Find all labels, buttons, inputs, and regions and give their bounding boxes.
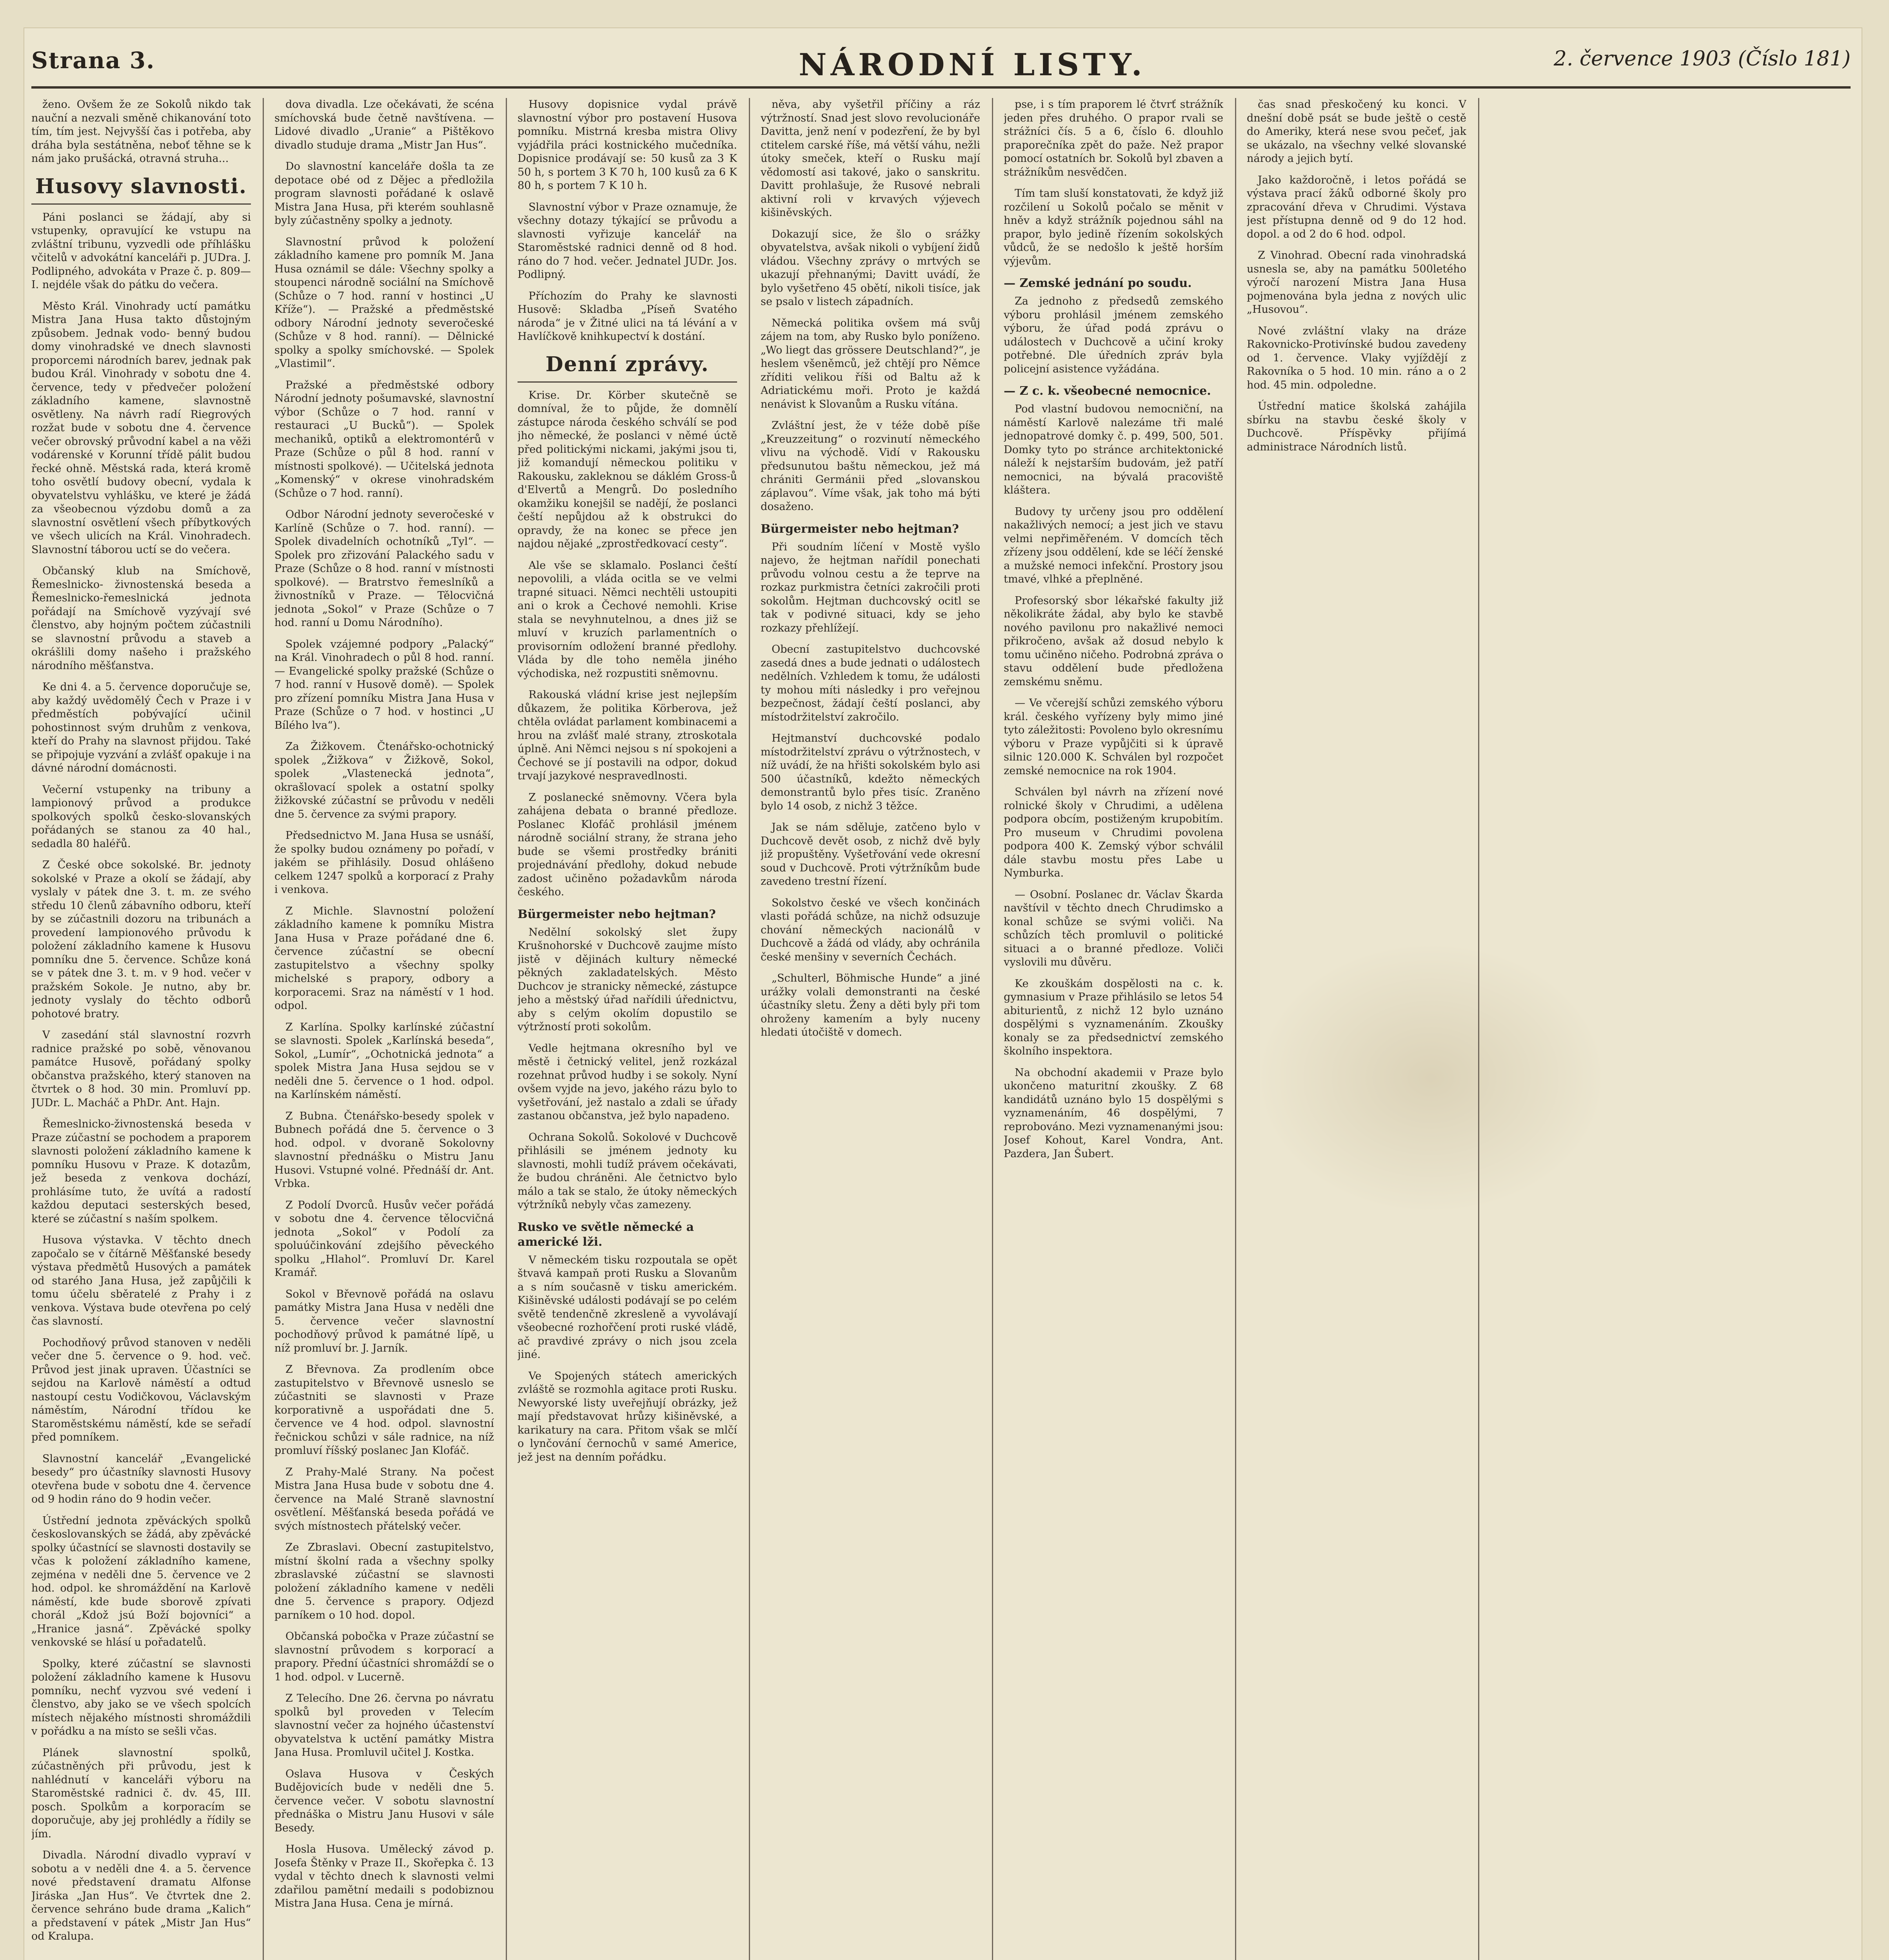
masthead — [31, 43, 1851, 89]
article-paragraph: Z Bubna. Čtenářsko-besedy spolek v Bubnech pořádá dne 5. července o 3 hod. odpol. v dvoraně Sokolovny slavnostní přednášku o Mistru Janu Husovi. Vstupné volné. Přednáší dr. Ant. Vrbka. — [274, 1110, 494, 1190]
section-heading: Husovy slavnosti. — [31, 174, 251, 205]
article-paragraph: dova divadla. Lze očekávati, že scéna smíchovská bude četně navštívena. — Lidové divadlo „Uranie“ a Pištěkovo divadlo studuje drama „Mistr Jan Hus“. — [274, 98, 494, 151]
article-paragraph: Oslava Husova v Českých Budějovicích bude v neděli dne 5. července večer. V sobotu slavnostní přednáška o Mistru Janu Husovi v sále Besedy. — [274, 1768, 494, 1834]
article-paragraph: Budovy ty určeny jsou pro oddělení nakažlivých nemocí; a jest jich ve stavu velmi nepřiměřeném. V domcích těch zřízeny jsou oddělení, kde se léčí ženské a mužské nemoci infekční. Prostory jsou tmavé, vlhké a přeplněné. — [1004, 505, 1223, 585]
article-paragraph: Jako každoročně, i letos pořádá se výstava prací žáků odborné školy pro zpracování dřeva v Chrudimi. Výstava jest přístupna denně od 9 do 12 hod. dopol. a od 2 do 6 hod. odpol. — [1247, 174, 1466, 240]
article-paragraph: Slavnostní kancelář „Evangelické besedy“ pro účastníky slavnosti Husovy otevřena bude v sobotu dne 4. července od 9 hodin ráno do 9 hodin večer. — [31, 1452, 251, 1505]
column-5 — [1004, 98, 1223, 1960]
column-rule — [506, 98, 507, 1960]
article-paragraph: Německá politika ovšem má svůj zájem na tom, aby Rusko bylo poníženo. „Wo liegt das grössere Deutschland?“, je heslem všeněmců, jež chtějí pro Němce zříditi velikou říši od Baltu až k Adriatickému moři. Proto je každá nenávist k Slovanům a Rusku vítána. — [761, 317, 980, 410]
article-paragraph: Vedle hejtmana okresního byl ve městě i četnický velitel, jenž rozkázal rozehnat průvod hudby i se sokoly. Nyní ovšem vyjde na jevo, jakého rázu bylo to vyšetřování, jež nastalo a zdali se úřady zastanou občanstva, jež bylo napadeno. — [518, 1042, 737, 1122]
article-paragraph: „Schulterl, Böhmische Hunde“ a jiné urážky volali demonstranti na české účastníky sletu. Ženy a děti byly při tom ohroženy kamením a byly nuceny hledati útočiště v domech. — [761, 972, 980, 1038]
article-paragraph: Řemeslnicko-živnostenská beseda v Praze zúčastní se pochodem a praporem slavnosti položení základního kamene k pomníku Husovu v Praze. K dotazům, jež beseda z venkova dochází, prohlásíme tuto, že uvítá a radostí každou deputaci sesterských besed, které se zúčastní s naším spolkem. — [31, 1118, 251, 1225]
article-paragraph: Z Podolí Dvorců. Husův večer pořádá v sobotu dne 4. července tělocvičná jednota „Sokol“ v Podolí za spoluúčinkování zdejšího pěveckého spolku „Hlahol“. Promluví Dr. Karel Kramář. — [274, 1199, 494, 1279]
article-paragraph: Tím tam sluší konstatovati, že když již rozčilení u Sokolů počalo se měnit v hněv a když strážník pojednou sáhl na prapor, bylo jedině řízením sokolských vůdců, že se nedošlo k ještě horším výjevům. — [1004, 187, 1223, 267]
article-paragraph: Spolek vzájemné podpory „Palacký“ na Král. Vinohradech o půl 8 hod. ranní. — Evangelické spolky pražské (Schůze o 7 hod. ranní v Husově domě). — Spolek pro zřízení pomníku Mistra Jana Husa v Praze (Schůze o 7 hod. v hostinci „U Bílého lva“). — [274, 638, 494, 731]
column-2 — [274, 98, 494, 1960]
article-paragraph: Předsednictvo M. Jana Husa se usnáší, že spolky budou oznámeny po pořadí, v jakém se přihlásily. Dosud ohlášeno celkem 1247 spolků a korporací z Prahy i venkova. — [274, 829, 494, 896]
article-paragraph: Příchozím do Prahy ke slavnosti Husově: Skladba „Píseň Svatého národa“ je v Žitné ulici na tá lévání a v Havlíčkově knihkupectví k dostání. — [518, 290, 737, 343]
article-paragraph: Z Břevnova. Za prodlením obce zastupitelstvo v Břevnově usneslo se zúčastniti se slavnosti v Praze korporativně a uspořádati dne 5. července ve 4 hod. odpol. slavnostní řečnickou schůzi v sále radnice, na níž promluví říšský poslanec Jan Klofáč. — [274, 1363, 494, 1457]
column-6 — [1247, 98, 1466, 1960]
article-paragraph: Večerní vstupenky na tribuny a lampionový průvod a produkce spolkových spolků česko-slovanských pořádaných se stanou za 40 hal., sedadla 80 haléřů. — [31, 783, 251, 850]
column-rule — [749, 98, 750, 1960]
article-paragraph: něva, aby vyšetřil příčiny a ráz výtržností. Snad jest slovo revolucionáře Davitta, jenž není v podezření, že by byl ctitelem carské říše, má větší váhu, nežli útoky smeček, kteří o Rusku mají vědomostí asi takové, jako o sanskritu. Davitt prohlašuje, že Rusové nebrali aktivní roli v krvavých výjevech kišiněvských. — [761, 98, 980, 219]
column-3 — [518, 98, 737, 1960]
article-heading: Bürgermeister nebo hejtman? — [761, 522, 959, 536]
article-paragraph: Profesorský sbor lékařské fakulty již několikráte žádal, aby bylo ke stavbě nového pavilonu pro nakažlivé nemoci přikročeno, avšak až dosud nebylo k tomu učiněno ničeho. Podrobná zpráva o stavu oddělení bude předložena zemskému sněmu. — [1004, 594, 1223, 688]
article-paragraph: Z poslanecké sněmovny. Včera byla zahájena debata o branné předloze. Poslanec Klofáč prohlásil jménem národně sociální strany, že strana jeho bude se všemi prostředky brániti projednávání předlohy, dokud nebude zadost učiněno požadavkům národa českého. — [518, 791, 737, 898]
newspaper-title: NÁRODNÍ LISTY. — [799, 47, 1146, 83]
column-4 — [761, 98, 980, 1960]
article-paragraph: — Ve včerejší schůzi zemského výboru král. českého vyřízeny byly mimo jiné tyto záležitosti: Povoleno bylo okresnímu výboru v Praze vypůjčiti si k úpravě silnic 120.000 K. Schválen byl rozpočet zemské nemocnice na rok 1904. — [1004, 697, 1223, 777]
section-heading: Denní zprávy. — [518, 352, 737, 383]
article-paragraph: Z Michle. Slavnostní položení základního kamene k pomníku Mistra Jana Husa v Praze pořádané dne 6. července zúčastní se obecní zastupitelstvo a všechny spolky michelské s prapory, odbory a korporacemi. Sraz na náměstí v 1 hod. odpol. — [274, 905, 494, 1012]
article-paragraph: Plánek slavnostní spolků, zúčastněných při průvodu, jest k nahlédnutí v kanceláři výboru na Staroměstské radnici č. dv. 45, III. posch. Spolkům a korporacím se doporučuje, aby jej prohlédly a řídily se jím. — [31, 1746, 251, 1840]
article-paragraph: Při soudním líčení v Mostě vyšlo najevo, že hejtman nařídil ponechati průvodu volnou cestu a že teprve na rozkaz purkmistra četníci zakročili proti sokolům. Hejtman duchcovský ocitl se tak v podivné situaci, kdy se jeho rozkazy přehlížejí. — [761, 541, 980, 634]
article-paragraph: Nové zvláštní vlaky na dráze Rakovnicko-Protivínské budou zavedeny od 1. července. Vlaky vyjíždějí z Rakovníka o 5 hod. 10 min. ráno a o 2 hod. 45 min. odpoledne. — [1247, 325, 1466, 391]
article-paragraph: Husova výstavka. V těchto dnech započalo se v čítárně Měšťanské besedy výstava předmětů Husových a památek od starého Jana Husa, jež zapůjčili k tomu účelu sběratelé z Prahy i z venkova. Výstava bude otevřena po celý čas slavností. — [31, 1234, 251, 1327]
article-paragraph: Rakouská vládní krise jest nejlepším důkazem, že politika Körberova, jež chtěla ovládat parlament kombinacemi a hrou na zvlášť malé strany, ztroskotala úplně. Ani Němci nejsou s ní spokojeni a Čechové se jí postavili na odpor, dokud trvají jazykové nespravedlnosti. — [518, 689, 737, 782]
article-paragraph: pse, i s tím praporem lé čtvrť strážník jeden přes druhého. O prapor rvali se strážníci čís. 5 a 6, číslo 6. dlouhlo praporečníka zpět do paže. Než prapor pomocí ostatních br. Sokolů byl zbaven a strážníkům nesvědčen. — [1004, 98, 1223, 178]
article-paragraph: V zasedání stál slavnostní rozvrh radnice pražské po sobě, věnovanou památce Husově, pořádaný spolky občanstva pražského, který stanoven na čtvrtek o 8 hod. 30 min. Promluví pp. JUDr. L. Macháč a PhDr. Ant. Hajn. — [31, 1029, 251, 1109]
article-heading: — Z c. k. všeobecné nemocnice. — [1004, 384, 1211, 398]
article-paragraph: Schválen byl návrh na zřízení nové rolnické školy v Chrudimi, a udělena podpora obcím, postiženým krupobitím. Pro museum v Chrudimi povolena podpora 400 K. Zemský výbor schválil dále stavbu mostu přes Labe u Nymburka. — [1004, 786, 1223, 879]
article-heading: — Zemské jednání po soudu. — [1004, 276, 1192, 290]
article-paragraph: Divadla. Národní divadlo vypraví v sobotu a v neděli dne 4. a 5. července nové představení dramatu Alfonse Jiráska „Jan Hus“. Ve čtvrtek dne 2. července sehráno bude drama „Kalich“ a představení v pátek „Mistr Jan Hus“ od Kralupa. — [31, 1849, 251, 1942]
article-paragraph: Občanský klub na Smíchově, Řemeslnicko- živnostenská beseda a Řemeslnicko-řemeslnická jednota pořádají na Smíchově vyzývají své členstvo, aby hojným počtem zúčastnili se slavnostní průvodu a staveb a okrášlili domy našeho i pražského národního měšťanstva. — [31, 565, 251, 672]
article-paragraph: Jak se nám sděluje, zatčeno bylo v Duchcově devět osob, z nichž dvě byly již propuštěny. Vyšetřování vede okresní soud v Duchcově. Proti výtržníkům bude zavedeno trestní řízení. — [761, 821, 980, 887]
column-7 — [1490, 98, 1851, 1960]
article-paragraph: Ochrana Sokolů. Sokolové v Duchcově přihlásili se jménem jednoty ku slavnosti, mohli tudíž právem očekávati, že budou chráněni. Ale četnictvo bylo málo a tak se stalo, že útoky německých výtržníků nebyly včas zamezeny. — [518, 1131, 737, 1211]
article-paragraph: Ke dni 4. a 5. července doporučuje se, aby každý uvědomělý Čech v Praze i v předměstích pobývající učinil pohostinnost svým druhům z venkova, kteří do Prahy na slavnost přijdou. Také se připojuje vyzvání a zvlášť opakuje i na dávné národní domácnosti. — [31, 681, 251, 774]
article-paragraph: Ke zkouškám dospělosti na c. k. gymnasium v Praze přihlásilo se letos 54 abiturientů, z nichž 12 bylo uznáno dospělými s vyznamenáním. Zkoušky konaly se za předsednictví zemského školního inspektora. — [1004, 977, 1223, 1057]
page-number: Strana 3. — [31, 47, 155, 74]
article-paragraph: Ústřední matice školská zahájila sbírku na stavbu české školy v Duchcově. Příspěvky přijímá administrace Národních listů. — [1247, 400, 1466, 453]
article-paragraph: Na obchodní akademii v Praze bylo ukončeno maturitní zkoušky. Z 68 kandidátů uznáno bylo 15 dospělými s vyznamenáním, 46 dospělými, 7 reprobováno. Mezi vyznamenanými jsou: Josef Kohout, Karel Vondra, Ant. Pazdera, Jan Šubert. — [1004, 1066, 1223, 1160]
article-paragraph: Pochodňový průvod stanoven v neděli večer dne 5. července o 9. hod. več. Průvod jest jinak upraven. Účastníci se sejdou na Karlově náměstí a odtud nastoupí cestu Vodičkovou, Václavským náměstím, Národní třídou ke Staroměstskému náměstí, kde se seřadí před pomníkem. — [31, 1336, 251, 1443]
article-paragraph: Obecní zastupitelstvo duchcovské zasedá dnes a bude jednati o událostech nedělních. Vzhledem k tomu, že události ty mohou míti následky i pro veřejnou bezpečnost, žádají čeští poslanci, aby místodržitelství zakročilo. — [761, 643, 980, 723]
article-paragraph: Do slavnostní kanceláře došla ta ze depotace obé od z Dějec a předložila program slavnosti pořádané k oslavě Mistra Jana Husa, při kterém souhlasně byly zúčastněny spolky a jednoty. — [274, 160, 494, 227]
article-paragraph: Z Vinohrad. Obecní rada vinohradská usnesla se, aby na památku 500letého výročí narození Mistra Jana Husa pojmenována byla jedna z nových ulic „Husovou“. — [1247, 249, 1466, 316]
article-paragraph: Sokolstvo české ve všech končinách vlasti pořádá schůze, na nichž odsuzuje chování německých nacionálů v Duchcově a žádá od vlády, aby ochránila české menšiny v severních Čechách. — [761, 897, 980, 963]
article-paragraph: Ve Spojených státech amerických zvláště se rozmohla agitace proti Rusku. Newyorské listy uveřejňují obrázky, jež mají představovat hrůzy kišiněvské, a karikatury na cara. Přitom však se mlčí o lynčování černochů v samé Americe, jež jest na denním pořádku. — [518, 1370, 737, 1463]
article-paragraph: — Osobní. Poslanec dr. Václav Škarda navštívil v těchto dnech Chrudimsko a konal schůze se svými voliči. Na schůzích těch promluvil o politické situaci a o branné předloze. Voliči vyslovili mu důvěru. — [1004, 888, 1223, 968]
article-paragraph: Slavnostní výbor v Praze oznamuje, že všechny dotazy týkající se průvodu a slavnosti vyřizuje kancelář na Staroměstské radnici denně od 8 hod. ráno do 7 hod. večer. Jednatel JUDr. Jos. Podlipný. — [518, 201, 737, 281]
article-paragraph: Spolky, které zúčastní se slavnosti položení základního kamene k Husovu pomníku, nechť vyzvou své vedení i členstvo, aby jako se ve všech spolcích místech nějakého místnosti shromáždili v pořádku a na místo se sešli včas. — [31, 1657, 251, 1737]
article-paragraph: Z Karlína. Spolky karlínské zúčastní se slavnosti. Spolek „Karlínská beseda“, Sokol, „Lumír“, „Ochotnická jednota“ a spolek Mistra Jana Husa sejdou se v neděli dne 5. července o 1 hod. odpol. na Karlínském náměstí. — [274, 1021, 494, 1101]
article-paragraph: Zvláštní jest, že v téže době píše „Kreuzzeitung“ o rozvinutí německého vlivu na východě. Vidí v Rakousku předsunutou baštu německou, jež má chrániti Germánii před „slovanskou záplavou“. Víme však, jak toho má býti dosaženo. — [761, 419, 980, 513]
article-paragraph: Ale vše se sklamalo. Poslanci čeští nepovolili, a vláda ocitla se ve velmi trapné situaci. Němci nechtěli ustoupiti ani o krok a Čechové nemohli. Krise stala se nevyhnutelnou, a dnes již se mluví v kruzích parlamentních o provisorním odložení branné předlohy. Vláda by dle toho neměla jiného východiska, než rozpustiti sněmovnu. — [518, 559, 737, 680]
column-rule — [992, 98, 993, 1960]
article-paragraph: Občanská pobočka v Praze zúčastní se slavnostní průvodem s korporací a prapory. Přední účastníci shromáždí se o 1 hod. odpol. v Lucerně. — [274, 1630, 494, 1683]
article-paragraph: Dokazují sice, že šlo o srážky obyvatelstva, avšak nikoli o vybíjení židů vládou. Všechny zprávy o mrtvých se ukazují přehnanými; Davitt uvádí, že bylo vyšetřeno 45 obětí, nikoli tisíce, jak se psalo v listech západních. — [761, 228, 980, 308]
column-rule — [1235, 98, 1236, 1960]
article-paragraph: Z České obce sokolské. Br. jednoty sokolské v Praze a okolí se žádají, aby vyslaly v pátek dne 3. t. m. ze svého středu 10 členů zábavního odboru, kteří by se zúčastnili dozoru na tribunách a provedení lampionového průvodu k položení základního kamene k Husovu pomníku dne 5. července. Schůze koná se v pátek dne 3. t. m. v 9 hod. večer v pražském Sokole. Je nutno, aby br. jednoty vyslaly do těchto odborů pohotové bratry. — [31, 859, 251, 1020]
column-rule — [1478, 98, 1479, 1960]
article-paragraph: Pod vlastní budovou nemocniční, na náměstí Karlově nalezáme tři malé jednopatrové domky č. p. 499, 500, 501. Domky tyto po stránce architektonické náleží k nejstarším budovám, jež patří nemocnici, na bývalá pracoviště kláštera. — [1004, 403, 1223, 496]
article-paragraph: V německém tisku rozpoutala se opět štvavá kampaň proti Rusku a Slovanům a s ním současně v tisku americkém. Kišiněvské události podávají se po celém světě tendenčně zkresleně a vyvolávají všeobecné rozhořčení proti ruské vládě, ač pravdivé zprávy o nich jsou zcela jiné. — [518, 1254, 737, 1361]
article-paragraph: Město Král. Vinohrady uctí památku Mistra Jana Husa takto důstojným způsobem. Jednak vodo- benný budou domy vinohradské ve dnech slavnosti proporcemi národních barev, jednak pak budou Král. Vinohrady v sobotu dne 4. července, tedy v předvečer položení základního kamene, slavnostně osvětleny. Na návrh radí Riegrových rozžat bude v sobotu dne 4. července večer obrovský průvodní kabel a na věži vodárenské v Korunní třídě pálit budou řecké ohně. Městská rada, která kromě toho osvětlí budovy obecní, vydala k obyvatelstvu vyhlášku, ve které je žádá za všeobecnou výzdobu domů a za slavnostní osvětlení všech příbytkových ve všech ulicích na Král. Vinohradech. Slavnostní táborou uctí se do večera. — [31, 300, 251, 556]
article-paragraph: Pražské a předměstské odbory Národní jednoty pošumavské, slavnostní výbor (Schůze o 7 hod. ranní v restauraci „U Bucků“). — Spolek mechaniků, optiků a elektromontérů v Praze (Schůze o půl 8 hod. ranní v místnosti spolkové). — Učitelská jednota „Komenský“ v okrese vinohradském (Schůze o 7 hod. ranní). — [274, 379, 494, 499]
article-paragraph: Husovy dopisnice vydal právě slavnostní výbor pro postavení Husova pomníku. Mistrná kresba mistra Olivy vyjádřila práci kostnického mučedníka. Dopisnice prodávají se: 50 kusů za 3 K 50 h, s portem 3 K 70 h, 100 kusů za 6 K 80 h, s portem 7 K 10 h. — [518, 98, 737, 192]
article-heading: Bürgermeister nebo hejtman? — [518, 907, 716, 921]
article-paragraph: Ze Zbraslavi. Obecní zastupitelstvo, místní školní rada a všechny spolky zbraslavské zúčastní se slavnosti položení základního kamene v neděli dne 5. července s prapory. Odjezd parníkem o 10 hod. dopol. — [274, 1541, 494, 1621]
article-paragraph: čas snad přeskočený ku konci. V dnešní době psát se bude ještě o cestě do Ameriky, která nese svou pečeť, jak se ukázalo, na všechny velké slovanské národy a jejich bytí. — [1247, 98, 1466, 165]
article-paragraph: Slavnostní průvod k položení základního kamene pro pomník M. Jana Husa oznámil se dále: Všechny spolky a stoupenci národně sociální na Smíchově (Schůze o 7 hod. ranní v hostinci „U Kříže“). — Pražské a předměstské odbory Národní jednoty severočeské (Schůze v 8 hod. ranní). — Dělnické spolky a spolky smíchovské. — Spolek „Vlastimil“. — [274, 236, 494, 370]
article-paragraph: Za jednoho z předsedů zemského výboru prohlásil jménem zemského výboru, že úřad podá zprávu o událostech v Duchcově a učiní kroky potřebné. Dle úředních zpráv byla policejní asistence vyžádána. — [1004, 295, 1223, 375]
article-columns — [31, 98, 1851, 1960]
article-paragraph: Za Žižkovem. Čtenářsko-ochotnický spolek „Žižkova“ v Žižkově, Sokol, spolek „Vlastenecká jednota“, okrašlovací spolek a ostatní spolky žižkovské zúčastní se průvodu v neděli dne 5. července za svými prapory. — [274, 740, 494, 820]
article-paragraph: Krise. Dr. Körber skutečně se domníval, že to půjde, že domnělí zástupce národa českého schválí se pod jho německé, že poslanci v němé úctě před politickými nickami, jakými jsou ti, již komandují německou politiku v Rakousku, zakleknou se dáklém Gross-ů d'Elvertů a Mengrů. Do posledního okamžiku konejšil se nadějí, že poslanci čeští nepůjdou až k obstrukci do opravdy, že na konec se přece jen najdou nějaké „zprostředkovací cesty“. — [518, 389, 737, 550]
article-heading: Rusko ve světle německé a americké lži. — [518, 1220, 694, 1249]
article-paragraph: ženo. Ovšem že ze Sokolů nikdo tak nauční a nezvali směně chikanování toto tím, tím jest. Nejvyšší čas i potřeba, aby dráha byla sestátněna, neboť těhne se k nám jako prušácká, otravná struha... — [31, 98, 251, 165]
issue-date: 2. července 1903 (Číslo 181) — [1553, 47, 1851, 71]
article-paragraph: Ústřední jednota zpěváckých spolků českoslovanských se žádá, aby zpěvácké spolky účastnící se slavnosti dostavily se včas k položení základního kamene, zejména v neděli dne 5. července ve 2 hod. odpol. ke shromáždění na Karlově náměstí, kde bude sborově zpívati chorál „Kdož jsú Boží bojovníci“ a „Hranice jasná“. Zpěvácké spolky venkovské se hlásí u pořadatelů. — [31, 1514, 251, 1648]
article-paragraph: Z Prahy-Malé Strany. Na počest Mistra Jana Husa bude v sobotu dne 4. července na Malé Straně slavnostní osvětlení. Měšťanská beseda pořádá ve svých místnostech přátelský večer. — [274, 1466, 494, 1532]
column-rule — [263, 98, 264, 1960]
article-paragraph: Nedělní sokolský slet župy Krušnohorské v Duchcově zaujme místo jistě v dějinách kultury německé pěkných zakladatelských. Město Duchcov je stranicky německé, zástupce jeho a městský úřad nařídili úřednictvu, aby s celým okolím dopustilo se výtržností proti sokolům. — [518, 926, 737, 1033]
article-paragraph: Sokol v Břevnově pořádá na oslavu památky Mistra Jana Husa v neděli dne 5. července večer slavnostní pochodňový průvod k památné lípě, u níž promluví br. J. Jarník. — [274, 1288, 494, 1354]
article-paragraph: Odbor Národní jednoty severočeské v Karlíně (Schůze o 7. hod. ranní). — Spolek divadelních ochotníků „Tyl“. — Spolek pro zřizování Palackého sadu v Praze (Schůze o 8 hod. ranní v místnosti spolkové). — Bratrstvo řemeslníků a živnostníků v Praze. — Tělocvičná jednota „Sokol“ v Praze (Schůze o 7 hod. ranní u Domu Národního). — [274, 508, 494, 629]
article-paragraph: Z Telecího. Dne 26. června po návratu spolků byl proveden v Telecím slavnostní večer za hojného účastenství obyvatelstva k uctění památky Mistra Jana Husa. Promluvil učitel J. Kostka. — [274, 1692, 494, 1759]
article-paragraph: Hosla Husova. Umělecký závod p. Josefa Štěnky v Praze II., Skořepka č. 13 vydal v těchto dnech k slavnosti velmi zdařilou pamětní medaili s podobiznou Mistra Jana Husa. Cena je mírná. — [274, 1843, 494, 1909]
article-paragraph: Hejtmanství duchcovské podalo místodržitelství zprávu o výtržnostech, v níž uvádí, že na hřišti sokolském bylo asi 500 účastníků, kdežto německých demonstrantů bylo přes tisíc. Zraněno bylo 14 osob, z nichž 3 těžce. — [761, 732, 980, 812]
article-paragraph: Páni poslanci se žádají, aby si vstupenky, opravující ke vstupu na zvláštní tribunu, vyzvedli ode příhlášku včitelů v advokátní kanceláři p. JUDra. J. Podlipného, advokáta v Praze č. p. 809—I. nejdéle však do pátku do večera. — [31, 211, 251, 291]
column-1 — [31, 98, 251, 1960]
